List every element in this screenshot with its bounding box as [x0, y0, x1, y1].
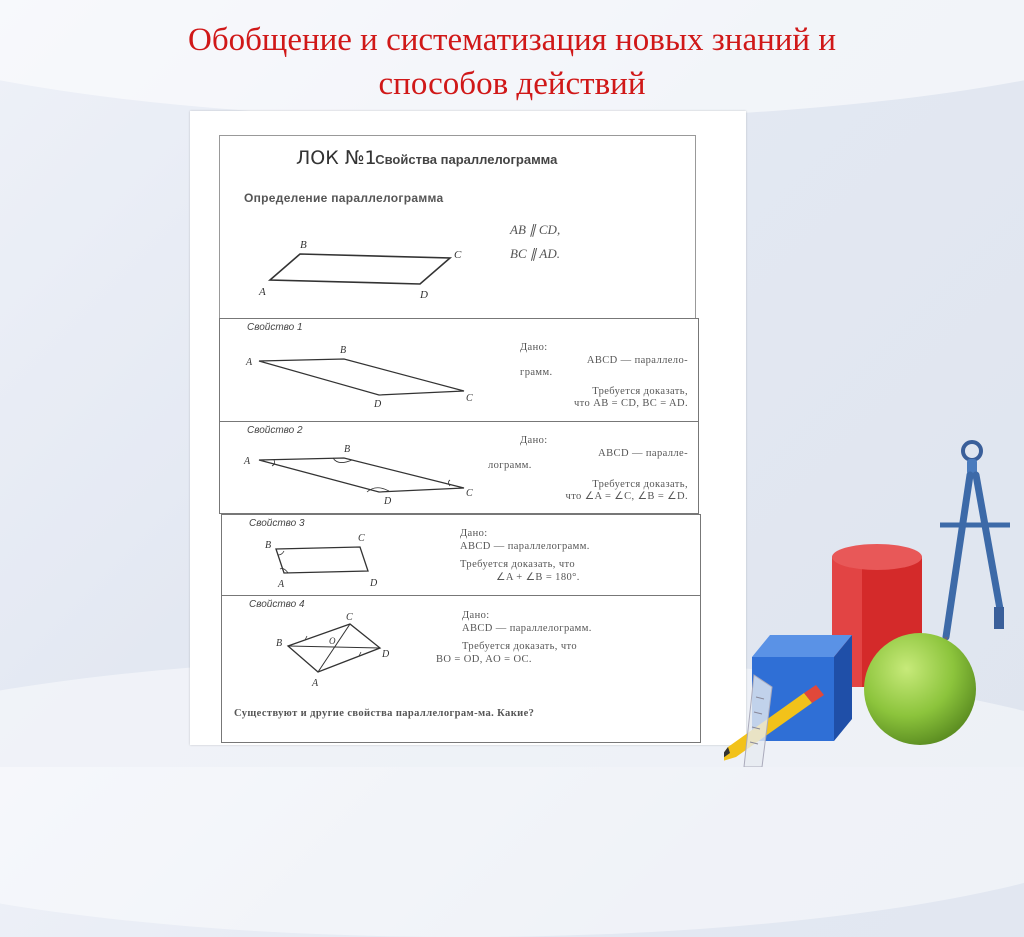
ruler-icon — [744, 675, 772, 767]
vertex-label-d: D — [370, 578, 378, 589]
given-label: Дано: — [520, 342, 548, 353]
property-2-figure — [234, 436, 484, 506]
prove-line: Требуется доказать, что — [462, 641, 578, 652]
property-card-4 — [221, 595, 701, 743]
center-label-o: O — [329, 636, 336, 646]
vertex-label-b: B — [300, 239, 307, 251]
prove-line: BO = OD, AO = OC. — [436, 653, 532, 665]
vertex-label-c: C — [358, 533, 365, 544]
vertex-label-a: A — [246, 357, 253, 368]
vertex-label-d: D — [382, 649, 390, 660]
footer-note: Существуют и другие свойства параллелограм-ма. Какие? — [234, 708, 535, 719]
definition-card — [219, 135, 696, 320]
slide-title — [60, 18, 964, 106]
given-line: ABCD — параллелограмм. — [462, 622, 592, 634]
prove-line: что ∠A = ∠C, ∠B = ∠D. — [565, 491, 688, 502]
vertex-label-b: B — [340, 345, 347, 356]
definition-subtitle: Определение параллелограмма — [244, 191, 444, 205]
worksheet-heading: . Свойства параллелограмма — [368, 152, 558, 167]
vertex-label-d: D — [374, 399, 382, 410]
vertex-label-a: A — [312, 678, 319, 689]
property-card-3 — [221, 514, 701, 596]
prove-line: что AB = CD, BC = AD. — [574, 398, 688, 409]
vertex-label-b: B — [276, 638, 283, 649]
vertex-label-d: D — [420, 289, 428, 300]
given-line: лограмм. — [488, 460, 532, 471]
vertex-label-c: C — [346, 612, 353, 623]
given-label: Дано: — [462, 610, 490, 621]
vertex-label-c: C — [466, 488, 473, 499]
property-label: Свойство 3 — [249, 518, 305, 529]
vertex-label-d: D — [384, 496, 392, 506]
worksheet-image — [190, 111, 746, 745]
vertex-label-b: B — [344, 444, 351, 455]
given-line: ABCD — паралле- — [598, 447, 688, 459]
prove-line: Требуется доказать, что — [460, 559, 576, 570]
property-3-text — [460, 528, 690, 584]
property-4-figure — [260, 610, 420, 700]
prove-line: Требуется доказать, — [592, 478, 688, 490]
property-1-text — [488, 342, 688, 411]
prove-line: Требуется доказать, — [592, 385, 688, 397]
slide-title-line-1: Обобщение и систематизация новых знаний и — [188, 22, 836, 58]
property-3-figure — [254, 529, 394, 595]
decor-objects — [724, 437, 1024, 767]
given-label: Дано: — [520, 435, 548, 446]
definition-fact-2: BC ∥ AD. — [510, 246, 560, 261]
property-card-2 — [219, 421, 699, 514]
property-4-text — [434, 610, 694, 666]
property-2-text — [488, 435, 688, 504]
property-label: Свойство 2 — [247, 425, 303, 436]
prove-line: ∠A + ∠B = 180°. — [496, 571, 580, 583]
given-line: грамм. — [520, 367, 553, 378]
lok-number: ЛОК №1 — [296, 147, 377, 169]
vertex-label-a: A — [259, 286, 266, 298]
vertex-label-b: B — [265, 540, 272, 551]
property-1-figure — [234, 341, 484, 416]
property-card-1 — [219, 318, 699, 423]
compass-icon — [940, 442, 1010, 653]
vertex-label-c: C — [454, 249, 462, 261]
slide-title-line-2: способов действий — [378, 66, 646, 102]
definition-fact-1: AB ∥ CD, — [510, 222, 561, 237]
given-line: ABCD — параллелограмм. — [460, 540, 590, 552]
given-line: ABCD — параллело- — [586, 354, 688, 366]
green-sphere — [864, 633, 976, 745]
definition-parallelogram-figure — [250, 220, 470, 300]
property-label: Свойство 4 — [249, 599, 305, 610]
vertex-label-a: A — [278, 579, 285, 590]
property-label: Свойство 1 — [247, 322, 303, 333]
given-label: Дано: — [460, 528, 488, 539]
vertex-label-a: A — [244, 456, 251, 467]
vertex-label-c: C — [466, 393, 473, 404]
